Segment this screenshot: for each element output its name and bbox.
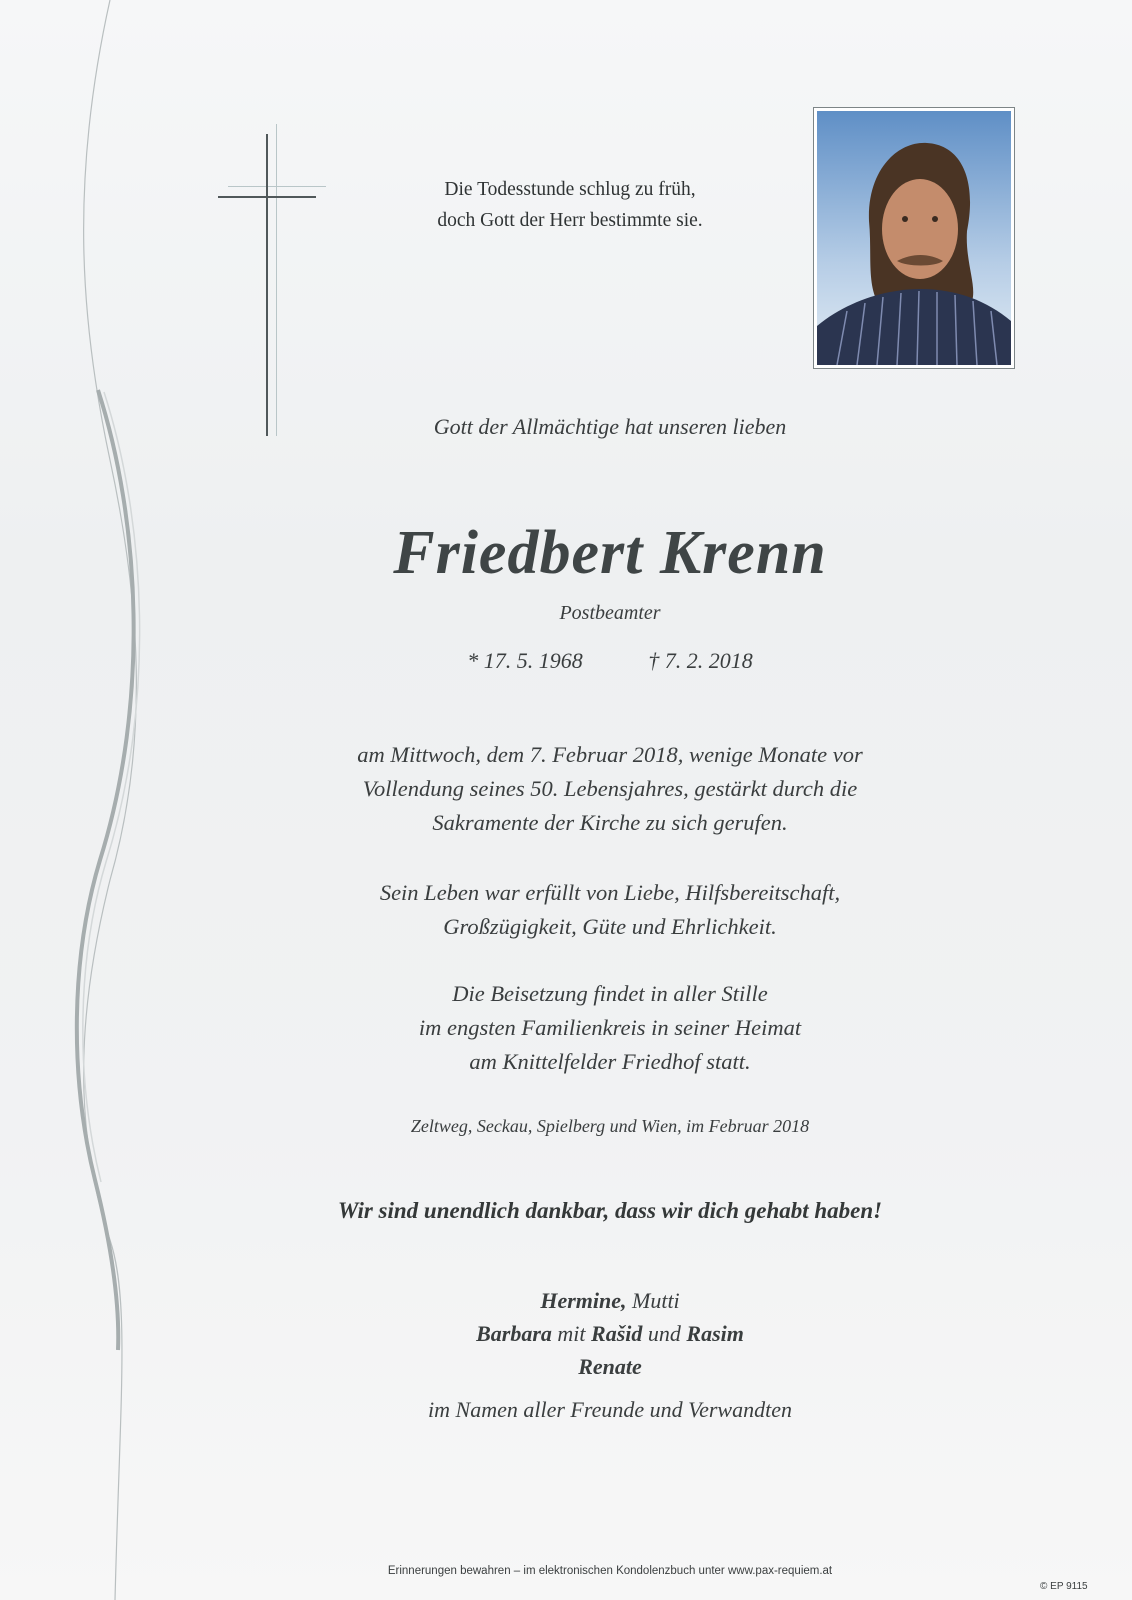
mourner-name: Renate bbox=[578, 1354, 642, 1379]
place-and-date: Zeltweg, Seckau, Spielberg und Wien, im Februar 2018 bbox=[410, 1116, 810, 1136]
profession: Postbeamter bbox=[559, 602, 661, 624]
death-announcement bbox=[190, 738, 1030, 840]
birth-date: * 17. 5. 1968 bbox=[467, 648, 583, 673]
connector-text: mit bbox=[551, 1321, 592, 1346]
text-line: Sein Leben war erfüllt von Liebe, Hilfsbereitschaft, bbox=[379, 880, 841, 905]
text-line: am Knittelfelder Friedhof statt. bbox=[469, 1049, 751, 1074]
life-dates bbox=[190, 648, 1030, 674]
mourner-name: Barbara bbox=[476, 1321, 552, 1346]
deceased-name: Friedbert Krenn bbox=[393, 519, 827, 587]
mourner-line bbox=[190, 1317, 1030, 1350]
connector-text: und bbox=[642, 1321, 687, 1346]
text-line: am Mittwoch, dem 7. Februar 2018, wenige Monate vor bbox=[357, 742, 863, 767]
mourner-name: Rašid bbox=[591, 1321, 643, 1346]
text-line: Die Beisetzung findet in aller Stille bbox=[452, 981, 768, 1006]
motto-line: Die Todesstunde schlug zu früh, bbox=[444, 179, 696, 200]
portrait-image bbox=[817, 111, 1011, 365]
intro-text: Gott der Allmächtige hat unseren lieben bbox=[433, 414, 787, 439]
mourner-name: Hermine, bbox=[540, 1288, 627, 1313]
mourner-name: Rasim bbox=[686, 1321, 744, 1346]
mourner-line bbox=[190, 1284, 1030, 1317]
mourner-line bbox=[190, 1350, 1030, 1383]
text-line: Großzügigkeit, Güte und Ehrlichkeit. bbox=[443, 914, 777, 939]
portrait-photo bbox=[813, 107, 1015, 369]
mourners-list bbox=[190, 1284, 1030, 1383]
death-date: † 7. 2. 2018 bbox=[648, 648, 753, 673]
text-line: Vollendung seines 50. Lebensjahres, gestärkt durch die bbox=[362, 776, 858, 801]
copyright-label: © EP 9115 bbox=[1040, 1581, 1088, 1592]
closing-line: im Namen aller Freunde und Verwandten bbox=[428, 1397, 792, 1422]
thanks-line: Wir sind unendlich dankbar, dass wir dich gehabt haben! bbox=[337, 1198, 883, 1223]
motto-line: doch Gott der Herr bestimmte sie. bbox=[437, 210, 703, 231]
life-description bbox=[190, 876, 1030, 944]
mourner-role: Mutti bbox=[626, 1288, 680, 1313]
footer-note: Erinnerungen bewahren – im elektronischen Kondolenzbuch unter www.pax-requiem.at bbox=[387, 1565, 833, 1577]
text-line: Sakramente der Kirche zu sich gerufen. bbox=[432, 810, 788, 835]
text-line: im engsten Familienkreis in seiner Heimat bbox=[418, 1015, 802, 1040]
burial-notice bbox=[190, 977, 1030, 1079]
motto bbox=[350, 174, 790, 236]
